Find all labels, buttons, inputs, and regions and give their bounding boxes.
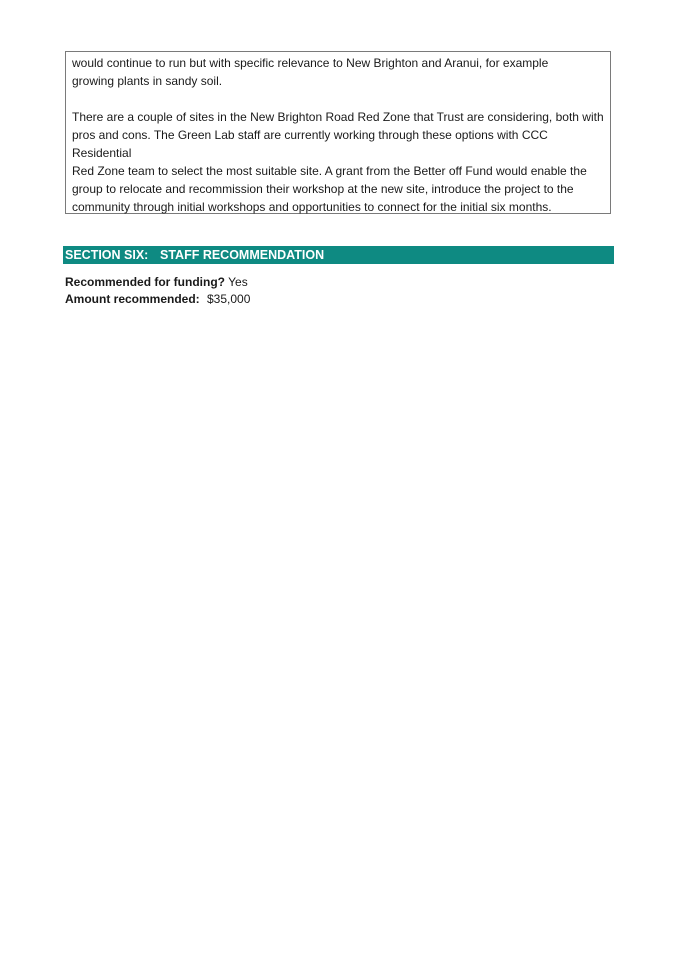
funding-value: Yes (228, 275, 248, 289)
description-paragraph-2: There are a couple of sites in the New Brighton Road Red Zone that Trust are considering, both with pros and cons. The Green Lab staff are currently working through these options with CCC Residential Red Zone team to select the most suitable site. A grant from the Better off Fund would enable the group to relocate and recommission their workshop at the new site, introduce the project to the community through initial workshops and opportunities to connect for the initial six months. (72, 110, 604, 214)
funding-label: Recommended for funding? (65, 275, 225, 289)
funding-recommendation-row (65, 274, 248, 290)
section-six-header (63, 246, 614, 264)
section-number: SECTION SIX: (65, 248, 149, 262)
description-paragraph-1: would continue to run but with specific relevance to New Brighton and Aranui, for example growing plants in sandy soil. (72, 56, 549, 88)
section-title: STAFF RECOMMENDATION (160, 248, 325, 262)
amount-value: $35,000 (207, 292, 251, 306)
amount-recommendation-row (65, 291, 250, 307)
amount-label: Amount recommended: (65, 292, 200, 306)
project-description-box (65, 51, 611, 214)
